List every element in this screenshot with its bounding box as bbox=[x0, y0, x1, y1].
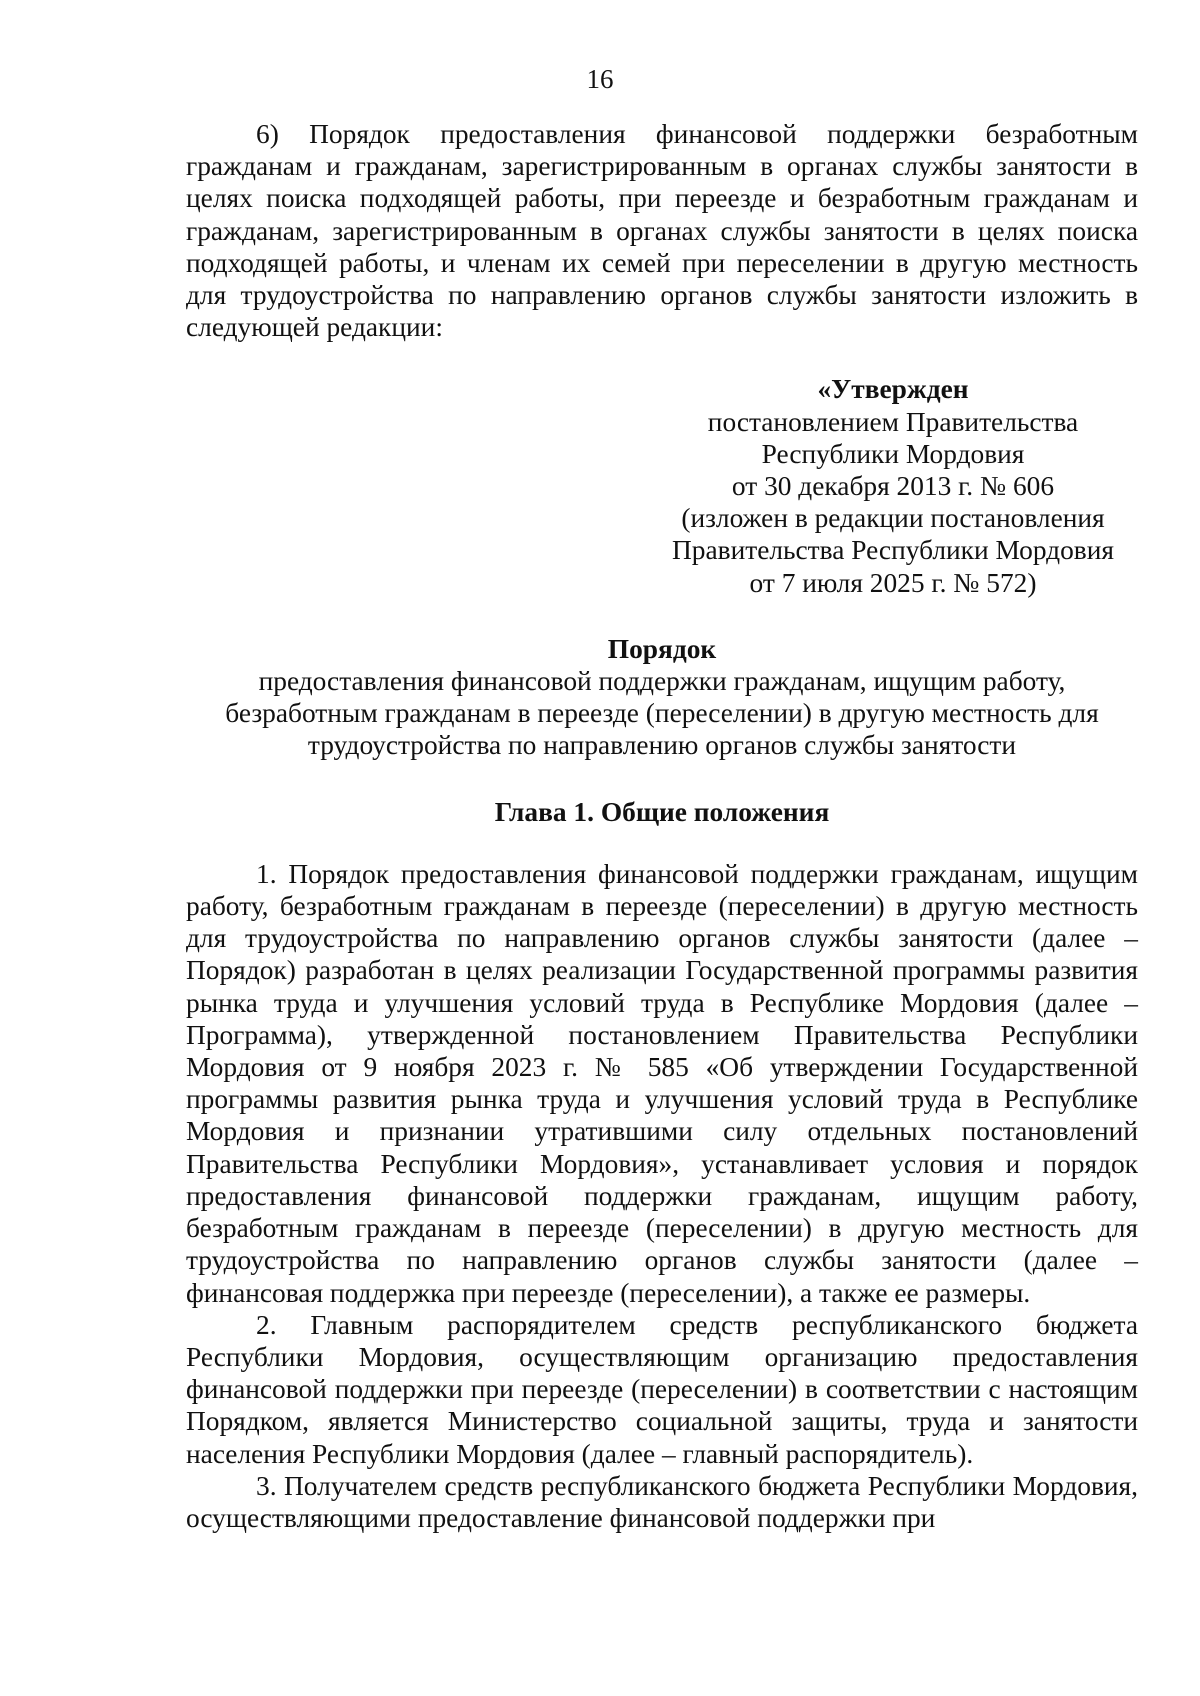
title-subtitle-line: трудоустройства по направлению органов службы занятости bbox=[307, 730, 1017, 761]
chapter-heading: Глава 1. Общие положения bbox=[494, 796, 830, 827]
intro-paragraph: 6) Порядок предоставления финансовой поддержки безработным гражданам и гражданам, зарегистрированным в органах службы занятости в целях поиска подходящей работы, при переезде и безработным гражданам и гражданам, зарегистрированным в органах службы занятости в целях поиска подходящей работы, и членам их семей при переселении в другую местность для трудоустройства по направлению органов службы занятости изложить в следующей редакции: bbox=[186, 119, 1138, 343]
chapter-section bbox=[186, 858, 1138, 1534]
approval-block bbox=[648, 373, 1138, 598]
document-title bbox=[186, 633, 1138, 762]
page-number: 16 bbox=[586, 64, 614, 94]
approval-line: постановлением Правительства bbox=[707, 406, 1079, 437]
title-heading: Порядок bbox=[607, 633, 717, 664]
paragraph: 2. Главным распорядителем средств республиканского бюджета Республики Мордовия, осуществляющим организацию предоставления финансовой поддержки при переезде (переселении) в соответствии с настоящим Порядком, является Министерство социальной защиты, труда и занятости населения Республики Мордовия (далее – главный распорядитель). bbox=[186, 1309, 1138, 1469]
approval-line: Республики Мордовия bbox=[761, 438, 1025, 469]
approval-line: от 30 декабря 2013 г. № 606 bbox=[731, 471, 1055, 502]
approval-lead: «Утвержден bbox=[817, 374, 969, 405]
document-body bbox=[186, 118, 1138, 1534]
paragraph: 3. Получателем средств республиканского бюджета Республики Мордовия, осуществляющими предоставление финансовой поддержки при bbox=[186, 1470, 1138, 1533]
approval-line: от 7 июля 2025 г. № 572) bbox=[749, 567, 1037, 598]
approval-line: Правительства Республики Мордовия bbox=[672, 535, 1114, 566]
title-subtitle-line: безработным гражданам в переезде (переселении) в другую местность для bbox=[225, 698, 1099, 729]
title-subtitle-line: предоставления финансовой поддержки гражданам, ищущим работу, bbox=[258, 666, 1066, 697]
approval-line: (изложен в редакции постановления bbox=[681, 503, 1105, 534]
paragraph: 1. Порядок предоставления финансовой поддержки гражданам, ищущим работу, безработным гражданам в переезде (переселении) в другую местность для трудоустройства по направлению органов службы занятости (далее – Порядок) разработан в целях реализации Государственной программы развития рынка труда и улучшения условий труда в Республике Мордовия (далее – Программа), утвержденной постановлением Правительства Республики Мордовия от 9 ноября 2023 г. № 585 «Об утверждении Государственной программы развития рынка труда и улучшения условий труда в Республике Мордовия и признании утратившими силу отдельных постановлений Правительства Республики Мордовия», устанавливает условия и порядок предоставления финансовой поддержки гражданам, ищущим работу, безработным гражданам в переезде (переселении) в другую местность для трудоустройства по направлению органов службы занятости (далее – финансовая поддержка при переезде (переселении), а также ее размеры. bbox=[186, 858, 1138, 1308]
